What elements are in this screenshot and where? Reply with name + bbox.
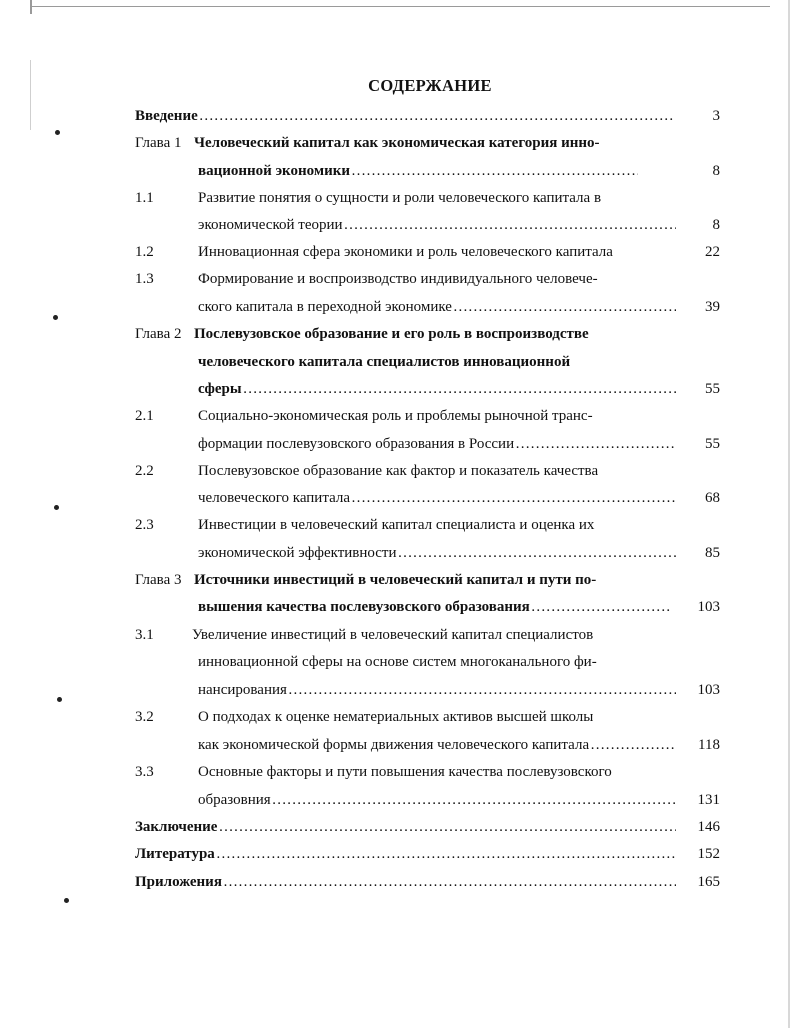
toc-page: 22 bbox=[705, 244, 720, 260]
toc-entry-chapter-2 bbox=[135, 323, 720, 345]
toc-leader bbox=[198, 789, 676, 811]
toc-entry-3-1-cont bbox=[135, 651, 720, 673]
toc-number: Глава 3 bbox=[135, 572, 182, 588]
toc-leader bbox=[135, 816, 676, 838]
toc-entry-chapter-3-cont bbox=[135, 596, 720, 618]
toc-title: человеческого капитала bbox=[198, 490, 350, 506]
toc-label: Введение bbox=[135, 108, 198, 124]
toc-entry-2-1-cont bbox=[135, 433, 720, 455]
toc-page: 8 bbox=[712, 217, 720, 233]
toc-label: Приложения bbox=[135, 874, 222, 890]
toc-page: 55 bbox=[705, 381, 720, 397]
scan-artifact-top bbox=[30, 6, 770, 7]
toc-entry-2-2 bbox=[135, 460, 720, 482]
toc-title: Формирование и воспроизводство индивидуального человече- bbox=[198, 271, 598, 287]
toc-entry-appendices bbox=[135, 871, 720, 893]
toc-title: образовния bbox=[198, 792, 271, 808]
toc-number: 1.1 bbox=[135, 190, 154, 206]
toc-title: экономической теории bbox=[198, 217, 343, 233]
toc-entry-chapter-2-cont bbox=[135, 351, 720, 373]
toc-title: Инвестиции в человеческий капитал специалиста и оценка их bbox=[198, 517, 595, 533]
toc-title: вышения качества послевузовского образования bbox=[198, 599, 530, 615]
toc-entry-3-3-cont bbox=[135, 789, 720, 811]
toc-number: Глава 1 bbox=[135, 135, 182, 151]
toc-entry-3-1-cont bbox=[135, 679, 720, 701]
toc-title: инновационной сферы на основе систем многоканального фи- bbox=[198, 654, 597, 670]
scan-artifact-right bbox=[788, 0, 790, 1028]
toc-number: 1.2 bbox=[135, 244, 154, 260]
toc-leader bbox=[198, 378, 676, 400]
toc-page: 103 bbox=[697, 682, 720, 698]
toc-entry-3-3 bbox=[135, 761, 720, 783]
scan-artifact-top-left bbox=[30, 0, 32, 14]
toc-title: Увеличение инвестиций в человеческий капитал специалистов bbox=[192, 627, 594, 643]
page-title: СОДЕРЖАНИЕ bbox=[368, 76, 492, 95]
toc-entry-conclusion bbox=[135, 816, 720, 838]
toc-number: 2.2 bbox=[135, 463, 154, 479]
toc-title: Послевузовское образование и его роль в воспроизводстве bbox=[194, 326, 589, 342]
toc-entry-1-1-cont bbox=[135, 214, 720, 236]
toc-page: 152 bbox=[697, 846, 720, 862]
toc-page: 118 bbox=[698, 737, 720, 753]
toc-number: 2.1 bbox=[135, 408, 154, 424]
binder-dot bbox=[55, 130, 60, 135]
binder-dot bbox=[64, 898, 69, 903]
toc-title: Источники инвестиций в человеческий капитал и пути по- bbox=[194, 572, 597, 588]
toc-leader bbox=[198, 679, 676, 701]
toc-entry-3-1 bbox=[135, 624, 720, 646]
binder-dot bbox=[54, 505, 59, 510]
toc-title: Послевузовское образование как фактор и показатель качества bbox=[198, 463, 599, 479]
toc-number: 3.1 bbox=[135, 627, 154, 643]
toc-page: 68 bbox=[705, 490, 720, 506]
toc-entry-1-3 bbox=[135, 268, 720, 290]
toc-number: 2.3 bbox=[135, 517, 154, 533]
toc-title: нансирования bbox=[198, 682, 287, 698]
toc-label: Литература bbox=[135, 846, 215, 862]
toc-leader bbox=[198, 433, 676, 455]
toc-title: О подходах к оценке нематериальных активов высшей школы bbox=[198, 709, 594, 725]
toc-number: Глава 2 bbox=[135, 326, 182, 342]
toc-label: Заключение bbox=[135, 819, 218, 835]
binder-dot bbox=[53, 315, 58, 320]
toc-title: экономической эффективности bbox=[198, 545, 397, 561]
toc-leader bbox=[198, 160, 638, 182]
toc-leader bbox=[135, 105, 675, 127]
toc-title: ского капитала в переходной экономике bbox=[198, 299, 452, 315]
toc-entry-chapter-2-cont bbox=[135, 378, 720, 400]
toc-page: 165 bbox=[697, 874, 720, 890]
toc-title: человеческого капитала специалистов инновационной bbox=[198, 354, 571, 370]
toc-title: Человеческий капитал как экономическая категория инно- bbox=[194, 135, 600, 151]
toc-entry-intro bbox=[135, 105, 720, 127]
toc-page: 3 bbox=[712, 108, 720, 124]
toc-page: 39 bbox=[705, 299, 720, 315]
toc-title: формации послевузовского образования в России bbox=[198, 436, 515, 452]
toc-number: 3.3 bbox=[135, 764, 154, 780]
binder-dot bbox=[57, 697, 62, 702]
toc-title: Развитие понятия о сущности и роли человеческого капитала в bbox=[198, 190, 602, 206]
toc-page: 146 bbox=[697, 819, 720, 835]
toc-title: Основные факторы и пути повышения качества послевузовского bbox=[198, 764, 612, 780]
toc-page: 8 bbox=[712, 163, 720, 179]
toc-leader bbox=[198, 734, 676, 756]
toc-entry-3-2 bbox=[135, 706, 720, 728]
toc-entry-1-3-cont bbox=[135, 296, 720, 318]
toc-page: 103 bbox=[697, 599, 720, 615]
toc-leader bbox=[198, 214, 676, 236]
toc-leader bbox=[198, 487, 676, 509]
toc-leader bbox=[135, 871, 676, 893]
toc-leader bbox=[135, 843, 676, 865]
toc-entry-3-2-cont bbox=[135, 734, 720, 756]
toc-entry-2-3 bbox=[135, 514, 720, 536]
toc-entry-literature bbox=[135, 843, 720, 865]
toc-leader bbox=[198, 296, 676, 318]
toc-entry-2-1 bbox=[135, 405, 720, 427]
toc-title: Социально-экономическая роль и проблемы рыночной транс- bbox=[198, 408, 593, 424]
toc-page: 55 bbox=[705, 436, 720, 452]
toc-title: сферы bbox=[198, 381, 242, 397]
toc-leader bbox=[198, 542, 676, 564]
toc-page: 131 bbox=[697, 792, 720, 808]
toc-leader bbox=[198, 596, 670, 618]
toc-entry-2-2-cont bbox=[135, 487, 720, 509]
toc-number: 1.3 bbox=[135, 271, 154, 287]
toc-entry-chapter-1 bbox=[135, 132, 720, 154]
toc-title: Инновационная сфера экономики и роль человеческого капитала bbox=[198, 244, 613, 260]
toc-title: как экономической формы движения человеческого капитала bbox=[198, 737, 590, 753]
toc-entry-chapter-3 bbox=[135, 569, 720, 591]
toc-number: 3.2 bbox=[135, 709, 154, 725]
toc-title: вационной экономики bbox=[198, 163, 350, 179]
toc-entry-1-2 bbox=[135, 241, 720, 263]
toc-entry-1-1 bbox=[135, 187, 720, 209]
toc-page: 85 bbox=[705, 545, 720, 561]
toc-entry-2-3-cont bbox=[135, 542, 720, 564]
toc-entry-chapter-1-cont bbox=[135, 160, 720, 182]
